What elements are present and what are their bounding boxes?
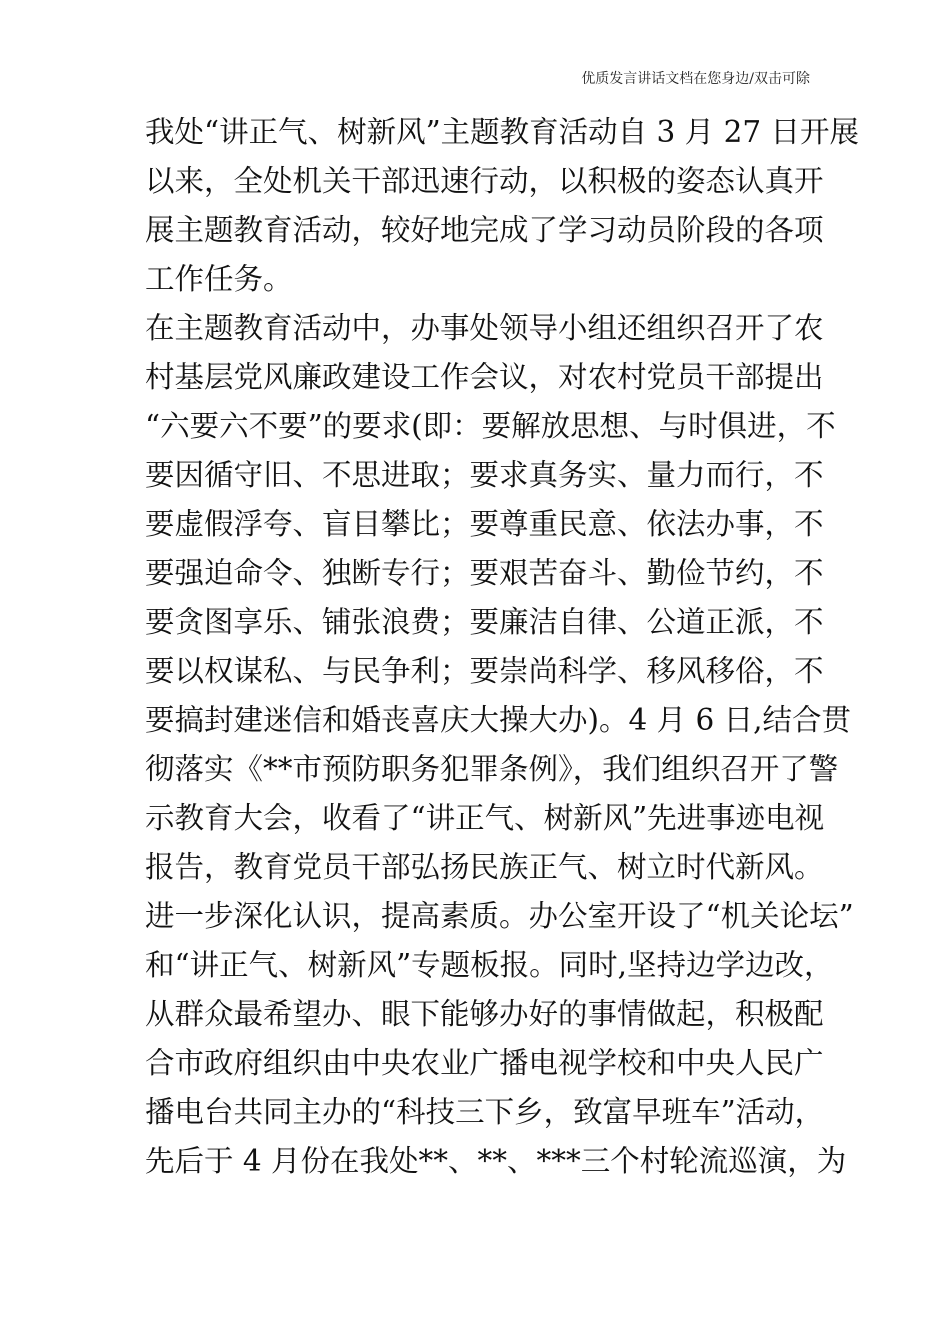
- text-line: 报告，教育党员干部弘扬民族正气、树立时代新风。: [145, 850, 824, 884]
- text-line: 先后于 4 月份在我处**、**、***三个村轮流巡演，为: [145, 1144, 847, 1178]
- text-line: 展主题教育活动，较好地完成了学习动员阶段的各项: [145, 213, 824, 247]
- text-line: 从群众最希望办、眼下能够办好的事情做起，积极配: [145, 997, 824, 1031]
- text-line: 要贪图享乐、铺张浪费；要廉洁自律、公道正派，不: [145, 605, 824, 639]
- text-line: 要以权谋私、与民争利；要崇尚科学、移风移俗，不: [145, 654, 824, 688]
- text-line: 我处“讲正气、树新风”主题教育活动自 3 月 27 日开展: [145, 115, 859, 149]
- text-line: “六要六不要”的要求(即：要解放思想、与时俱进，不: [145, 409, 836, 443]
- text-line: 彻落实《**市预防职务犯罪条例》，我们组织召开了警: [145, 752, 839, 786]
- text-line: 工作任务。: [145, 262, 293, 296]
- text-line: 要搞封建迷信和婚丧喜庆大操大办)。4 月 6 日,结合贯: [145, 703, 852, 737]
- text-line: 要虚假浮夸、盲目攀比；要尊重民意、依法办事，不: [145, 507, 824, 541]
- paragraph-1: [145, 108, 859, 304]
- text-line: 在主题教育活动中，办事处领导小组还组织召开了农: [145, 311, 824, 345]
- paragraph-3: [145, 892, 854, 1186]
- text-line: 和“讲正气、树新风”专题板报。同时,坚持边学边改，: [145, 948, 834, 982]
- text-line: 以来，全处机关干部迅速行动，以积极的姿态认真开: [145, 164, 824, 198]
- text-line: 播电台共同主办的“科技三下乡，致富早班车”活动，: [145, 1095, 825, 1129]
- text-line: 要因循守旧、不思进取；要求真务实、量力而行，不: [145, 458, 824, 492]
- header-note: 优质发言讲话文档在您身边/双击可除: [581, 71, 810, 87]
- text-line: 合市政府组织由中央农业广播电视学校和中央人民广: [145, 1046, 824, 1080]
- paragraph-2: [145, 304, 852, 892]
- text-line: 示教育大会，收看了“讲正气、树新风”先进事迹电视: [145, 801, 825, 835]
- document-body: [145, 108, 859, 1186]
- text-line: 要强迫命令、独断专行；要艰苦奋斗、勤俭节约，不: [145, 556, 824, 590]
- text-line: 进一步深化认识，提高素质。办公室开设了“机关论坛”: [145, 899, 854, 933]
- text-line: 村基层党风廉政建设工作会议，对农村党员干部提出: [145, 360, 824, 394]
